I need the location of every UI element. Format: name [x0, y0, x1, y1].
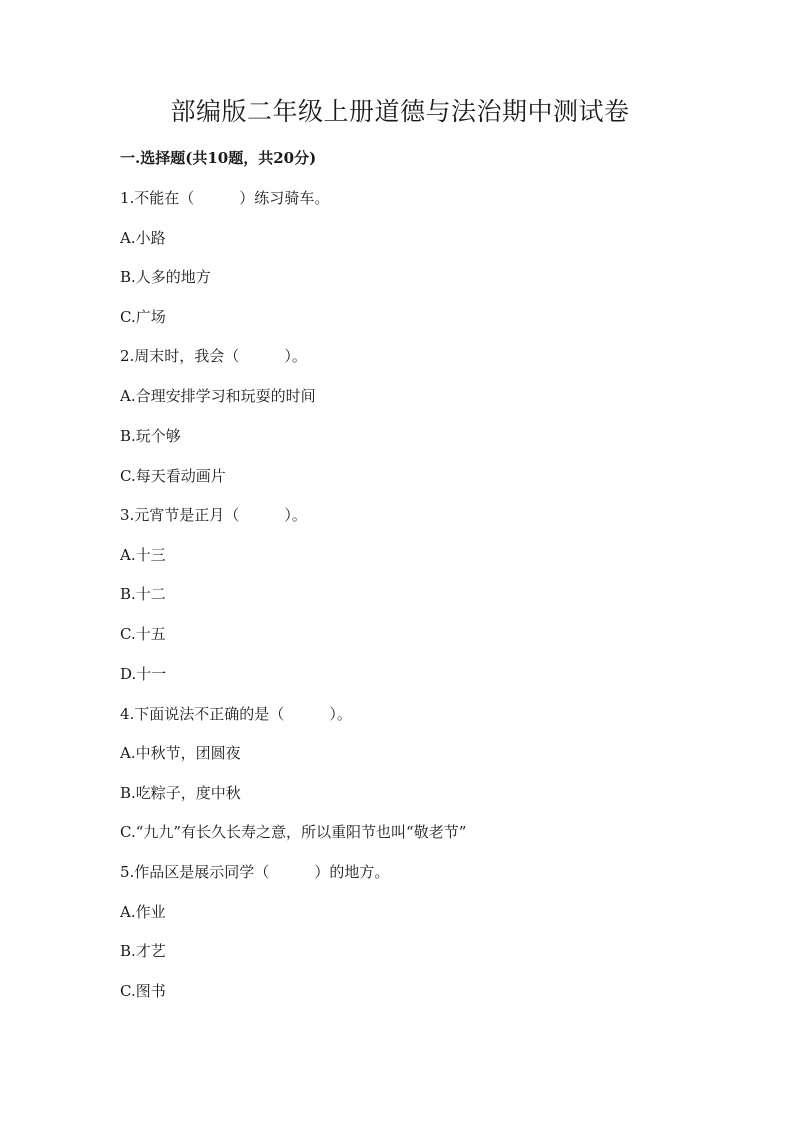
question-2-option-b: B.玩个够 — [120, 427, 181, 445]
question-3-stem: 3.元宵节是正月（ ）。 — [120, 506, 307, 524]
question-4-option-a: A.中秋节，团圆夜 — [120, 744, 241, 762]
question-5-option-b: B.才艺 — [120, 942, 166, 960]
question-5-option-a: A.作业 — [120, 903, 166, 921]
question-3-option-a: A.十三 — [120, 546, 166, 564]
question-4-option-c: C.“九九”有长久长寿之意，所以重阳节也叫“敬老节” — [120, 823, 467, 841]
question-1-option-c: C.广场 — [120, 308, 166, 326]
section-heading: 一.选择题(共10题，共20分) — [120, 149, 317, 167]
question-1-stem: 1.不能在（ ）练习骑车。 — [120, 189, 330, 207]
question-2-option-a: A.合理安排学习和玩耍的时间 — [120, 387, 316, 405]
question-3-option-c: C.十五 — [120, 625, 166, 643]
question-2-option-c: C.每天看动画片 — [120, 467, 226, 485]
question-3-option-d: D.十一 — [120, 665, 167, 683]
question-2-stem: 2.周末时，我会（ ）。 — [120, 347, 307, 365]
question-5-stem: 5.作品区是展示同学（ ）的地方。 — [120, 863, 390, 881]
question-5-option-c: C.图书 — [120, 982, 166, 1000]
question-1-option-a: A.小路 — [120, 229, 166, 247]
question-4-option-b: B.吃粽子，度中秋 — [120, 784, 241, 802]
page-title: 部编版二年级上册道德与法治期中测试卷 — [170, 97, 630, 126]
question-4-stem: 4.下面说法不正确的是（ ）。 — [120, 705, 352, 723]
question-1-option-b: B.人多的地方 — [120, 268, 211, 286]
question-3-option-b: B.十二 — [120, 585, 166, 603]
